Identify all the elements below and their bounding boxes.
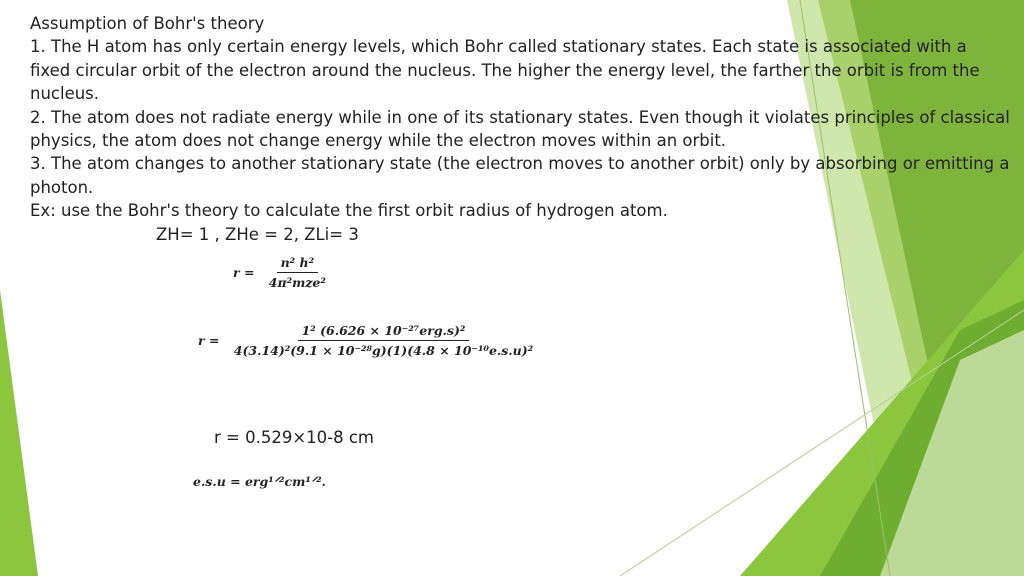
substitution-numerator: 1² (6.626 × 10⁻²⁷erg.s)² <box>298 323 470 341</box>
substitution-lhs: r = <box>198 333 220 348</box>
atomic-numbers: ZH= 1 , ZHe = 2, ZLi= 3 <box>156 224 359 244</box>
assumption-3: 3. The atom changes to another stationary state (the electron moves to another orbit) only by absorbing or emitting a photon. <box>30 154 1010 197</box>
formula-lhs: r = <box>233 265 255 280</box>
slide-text-block <box>30 12 1010 246</box>
bohr-radius-formula <box>233 255 330 290</box>
assumption-1: 1. The H atom has only certain energy levels, which Bohr called stationary states. Each state is associated with a fixed circular orbit of the electron around the nucleus. The higher the energy level, the farther the orbit is from the nucleus. <box>30 37 980 104</box>
formula-numerator: n² h² <box>277 255 318 273</box>
substitution-fraction <box>230 323 537 358</box>
left-green-sliver <box>0 290 38 576</box>
assumption-2: 2. The atom does not radiate energy while in one of its stationary states. Even though it violates principles of classical physics, the atom does not change energy while the electron moves within an orbit. <box>30 107 1010 151</box>
formula-denominator: 4π²mze² <box>268 275 326 290</box>
example-question: Ex: use the Bohr's theory to calculate the first orbit radius of hydrogen atom. <box>30 201 668 221</box>
substitution-denominator: 4(3.14)²(9.1 × 10⁻²⁸g)(1)(4.8 × 10⁻¹⁰e.s.u)² <box>233 343 534 358</box>
substituted-formula <box>198 323 537 358</box>
formula-fraction <box>265 255 330 290</box>
radius-result: r = 0.529×10-8 cm <box>214 428 374 447</box>
esu-definition: e.s.u = erg¹ᐟ²cm¹ᐟ². <box>193 474 326 489</box>
slide-title: Assumption of Bohr's theory <box>30 14 265 33</box>
